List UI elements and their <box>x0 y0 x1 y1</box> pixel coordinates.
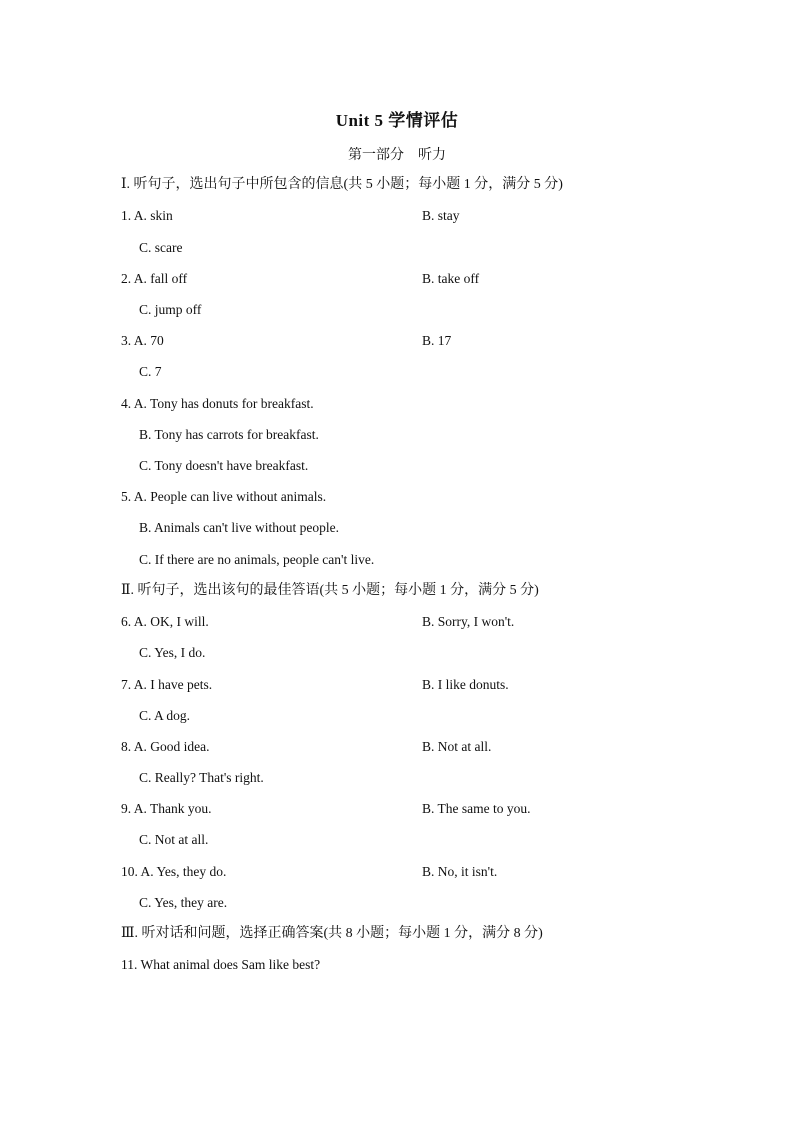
question-3-option-c: C. 7 <box>139 364 162 379</box>
question-11-text: 11. What animal does Sam like best? <box>121 957 321 972</box>
section-heading-3: Ⅲ. 听对话和问题，选择正确答案(共 8 小题；每小题 1 分，满分 8 分) <box>121 926 543 941</box>
question-7-option-c: C. A dog. <box>139 708 191 723</box>
question-9-option-c: C. Not at all. <box>139 832 209 847</box>
page-title: Unit 5 学情评估 <box>335 111 459 130</box>
question-4-option-a: 4. A. Tony has donuts for breakfast. <box>121 396 314 411</box>
question-10-option-c: C. Yes, they are. <box>139 895 228 910</box>
question-9-option-b: B. The same to you. <box>422 801 531 816</box>
question-3-option-a: 3. A. 70 <box>121 333 164 348</box>
question-1-option-b: B. stay <box>422 208 460 223</box>
question-10-option-b: B. No, it isn't. <box>422 864 498 879</box>
question-5-option-b: B. Animals can't live without people. <box>139 520 340 535</box>
question-8-option-b: B. Not at all. <box>422 739 492 754</box>
question-6-option-c: C. Yes, I do. <box>139 645 206 660</box>
question-4-option-c: C. Tony doesn't have breakfast. <box>139 458 309 473</box>
question-8-option-c: C. Really? That's right. <box>139 770 264 785</box>
question-9-option-a: 9. A. Thank you. <box>121 801 212 816</box>
question-5-option-a: 5. A. People can live without animals. <box>121 489 327 504</box>
question-4-option-b: B. Tony has carrots for breakfast. <box>139 427 319 442</box>
question-2-option-b: B. take off <box>422 271 480 286</box>
question-8-option-a: 8. A. Good idea. <box>121 739 210 754</box>
section-heading-2: Ⅱ. 听句子，选出该句的最佳答语(共 5 小题；每小题 1 分，满分 5 分) <box>121 583 539 598</box>
question-6-option-b: B. Sorry, I won't. <box>422 614 515 629</box>
question-2-option-a: 2. A. fall off <box>121 271 188 286</box>
question-7-option-a: 7. A. I have pets. <box>121 677 213 692</box>
question-5-option-c: C. If there are no animals, people can't live. <box>139 552 375 567</box>
section-heading-1: Ⅰ. 听句子，选出句子中所包含的信息(共 5 小题；每小题 1 分，满分 5 分) <box>121 177 563 192</box>
question-1-option-a: 1. A. skin <box>121 208 173 223</box>
question-7-option-b: B. I like donuts. <box>422 677 509 692</box>
question-10-option-a: 10. A. Yes, they do. <box>121 864 227 879</box>
question-1-option-c: C. scare <box>139 240 183 255</box>
question-3-option-b: B. 17 <box>422 333 452 348</box>
question-2-option-c: C. jump off <box>139 302 202 317</box>
question-6-option-a: 6. A. OK, I will. <box>121 614 209 629</box>
part-title: 第一部分 听力 <box>348 148 446 163</box>
